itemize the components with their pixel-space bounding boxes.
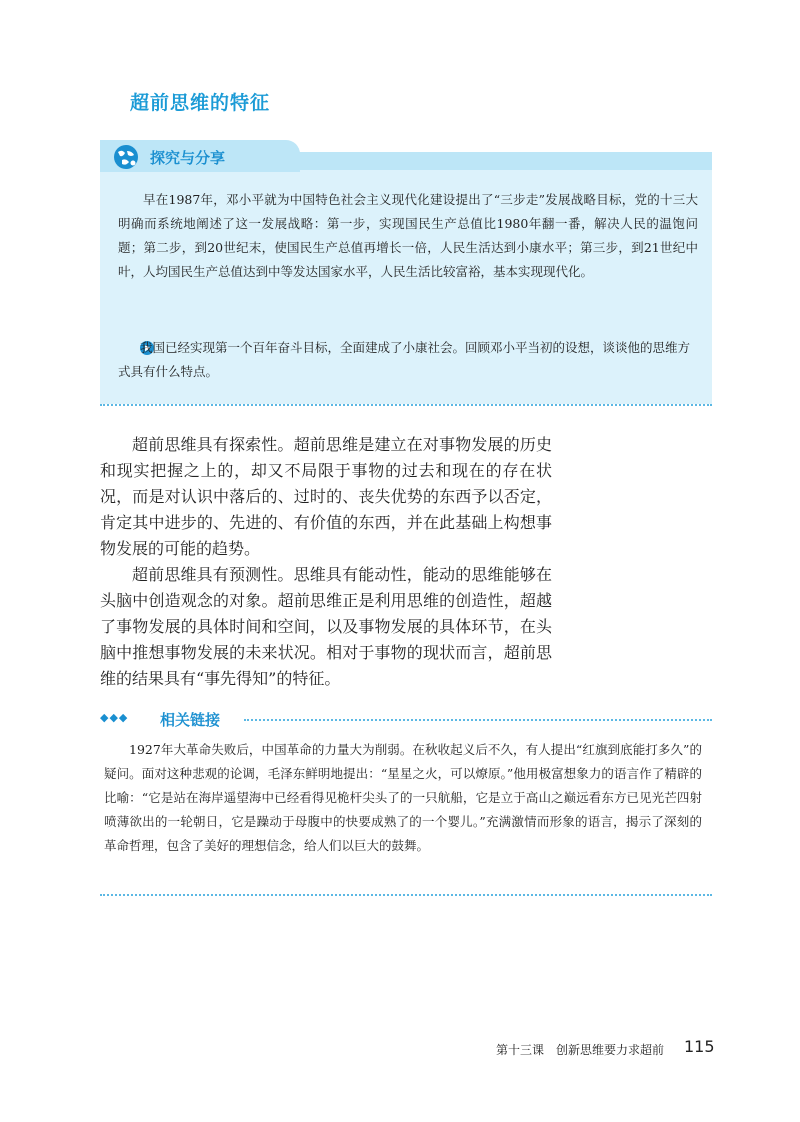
- explore-paragraph: 早在1987年，邓小平就为中国特色社会主义现代化建设提出了“三步走”发展战略目标，党的十三大明确而系统地阐述了这一发展战略：第一步，实现国民生产总值比1980年翻一番，解决人民的温饱问题；第二步，到20世纪末，使国民生产总值再增长一倍，人民生活达到小康水平；第三步，到21世纪中叶，人均国民生产总值达到中等发达国家水平，人民生活比较富裕，基本实现现代化。: [118, 192, 698, 279]
- related-header-divider: [244, 719, 712, 721]
- globe-icon: [112, 143, 140, 171]
- diamond-icon: ◆◆◆: [100, 711, 129, 724]
- footer-lesson-title: 第十三课 创新思维要力求超前: [496, 1043, 665, 1057]
- page-number: 115: [684, 1037, 715, 1056]
- divider-bottom: [100, 894, 712, 896]
- related-link-label: 相关链接: [160, 711, 221, 729]
- body-text: [100, 432, 552, 692]
- divider-top: [100, 404, 712, 406]
- explore-share-label: 探究与分享: [150, 149, 226, 167]
- section-title: 超前思维的特征: [130, 92, 271, 114]
- related-link-paragraph: 1927年大革命失败后，中国革命的力量大为削弱。在秋收起义后不久，有人提出“红旗到底能打多久”的疑问。面对这种悲观的论调，毛泽东鲜明地提出：“星星之火，可以燎原。”他用极富想象力的语言作了精辟的比喻：“它是站在海岸遥望海中已经看得见桅杆尖头了的一只航船，它是立于高山之巅远看东方已见光芒四射喷薄欲出的一轮朝日，它是躁动于母腹中的快要成熟了的一个婴儿。”充满激情而形象的语言，揭示了深刻的革命哲理，包含了美好的理想信念，给人们以巨大的鼓舞。: [104, 742, 702, 853]
- body-paragraph-exploratory: 超前思维具有探索性。超前思维是建立在对事物发展的历史和现实把握之上的，却又不局限于事物的过去和现在的存在状况，而是对认识中落后的、过时的、丧失优势的东西予以否定，肯定其中进步的、先进的、有价值的东西，并在此基础上构想事物发展的可能的趋势。: [100, 435, 552, 558]
- body-paragraph-predictive: 超前思维具有预测性。思维具有能动性，能动的思维能够在头脑中创造观念的对象。超前思维正是利用思维的创造性，超越了事物发展的具体时间和空间，以及事物发展的具体环节，在头脑中推想事物发展的未来状况。相对于事物的现状而言，超前思维的结果具有“事先得知”的特征。: [100, 565, 552, 688]
- explore-question: 我国已经实现第一个百年奋斗目标，全面建成了小康社会。回顾邓小平当初的设想，谈谈他的思维方式具有什么特点。: [118, 340, 691, 379]
